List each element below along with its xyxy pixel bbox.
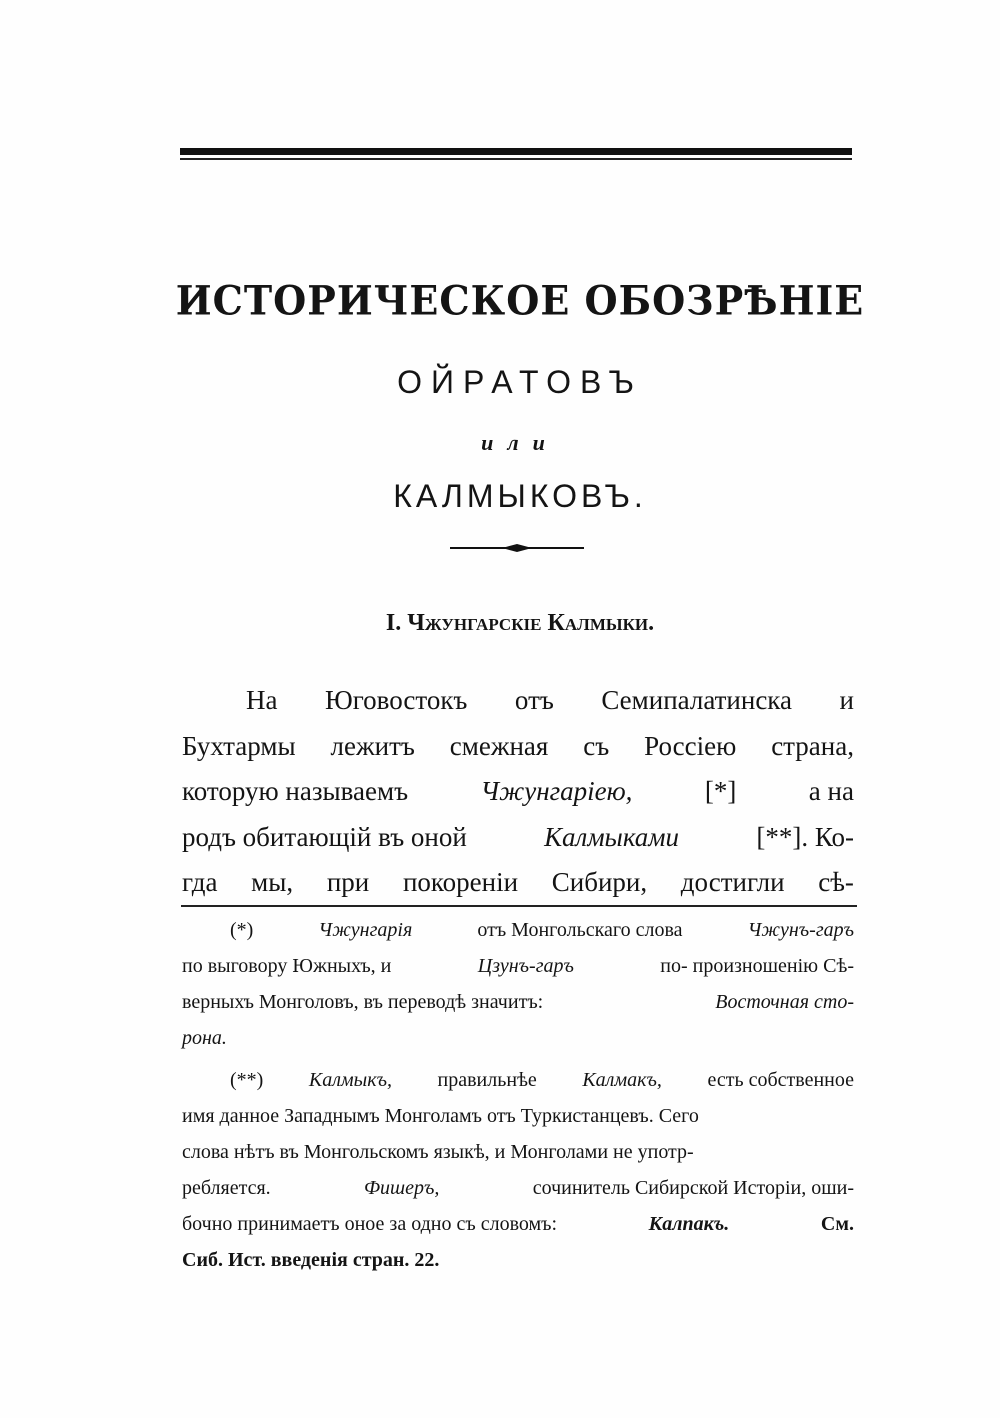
text-run: родъ обитающій въ оной <box>182 821 467 852</box>
text-run: отъ Монгольскаго слова <box>477 919 683 941</box>
word: и <box>839 685 854 715</box>
text-run: верныхъ Монголовъ, въ переводѣ значитъ: <box>182 991 544 1013</box>
footnote-term: Калмыкъ, <box>308 1069 392 1091</box>
footnote-1-line <box>182 912 854 948</box>
footnote-1-line <box>182 984 854 1020</box>
text-run: ребляется. <box>182 1177 271 1199</box>
word: гда <box>182 867 218 897</box>
text-run: правильнѣе <box>437 1069 537 1091</box>
footnote-1-line <box>182 948 854 984</box>
footnote-2-line <box>182 1242 854 1278</box>
footnote-term: Чжунгарія <box>318 919 413 941</box>
word: Сибири, <box>551 867 648 897</box>
word: Россіею <box>644 730 737 761</box>
footnote-term: Фишеръ, <box>363 1177 440 1199</box>
footnote-rule <box>181 905 857 907</box>
text-run: а на <box>808 776 854 806</box>
body-line <box>182 815 854 861</box>
body-line <box>182 860 854 906</box>
footnote-term: Чжунъ-гаръ <box>747 919 854 941</box>
footnote-marker: (**) <box>230 1069 264 1091</box>
footnote-term: Калмакъ, <box>582 1069 662 1091</box>
word: Юговостокъ <box>325 685 468 715</box>
footnote-ref-1: [*] <box>704 776 737 806</box>
word: лежитъ <box>330 730 415 761</box>
word: На <box>246 685 278 715</box>
footnote-term: Цзунъ-гаръ <box>477 955 574 977</box>
text-run: по- произношенію Сѣ- <box>660 955 854 977</box>
footnote-1-line <box>182 1020 854 1056</box>
footnote-ref-2: [**]. Ко- <box>756 821 854 852</box>
term-kalmyks: Калмыками <box>544 821 680 852</box>
footnote-marker: (*) <box>230 919 254 941</box>
word: Бухтармы <box>182 730 296 761</box>
subtitle-kalmyks: КАЛМЫКОВЪ. <box>393 478 647 514</box>
text-run: Сиб. Ист. введенія стран. 22. <box>182 1249 440 1271</box>
text-run: сочинитель Сибирской Исторіи, оши- <box>532 1177 854 1199</box>
footnote-2-line <box>182 1134 854 1170</box>
word: Семипалатинска <box>601 685 793 715</box>
footnote-term: Калпакъ. <box>648 1213 730 1235</box>
footnote-2-line <box>182 1170 854 1206</box>
word: съ <box>583 730 610 761</box>
text-run: имя данное Западнымъ Монголамъ отъ Туркистанцевъ. Сего <box>182 1105 699 1127</box>
conjunction-or: или <box>481 430 559 455</box>
text-run: слова нѣтъ въ Монгольскомъ языкѣ, и Монголами не употр- <box>182 1141 694 1163</box>
text-run: которую называемъ <box>182 776 409 806</box>
word: покореніи <box>402 867 519 897</box>
header-rule-thin <box>180 158 852 160</box>
section-heading: I. Чжунгарскіе Калмыки. <box>385 610 655 636</box>
header-rule-thick <box>180 148 852 155</box>
text-run: бочно принимаетъ оное за одно съ словомъ: <box>182 1213 558 1235</box>
subtitle-oirats: ОЙРАТОВЪ <box>397 364 643 400</box>
word: сѣ- <box>818 867 854 897</box>
text-run: по выговору Южныхъ, и <box>182 955 392 977</box>
term-chzhungaria: Чжунгаріею, <box>480 776 633 806</box>
word: отъ <box>514 685 554 715</box>
word: смежная <box>449 730 549 761</box>
body-line <box>182 724 854 770</box>
footnote-2-line <box>182 1098 854 1134</box>
footnotes <box>182 912 854 1278</box>
word: достигли <box>680 867 785 897</box>
word: страна, <box>771 730 854 761</box>
footnote-2-line <box>182 1206 854 1242</box>
word: при <box>326 867 370 897</box>
main-title: ИСТОРИЧЕСКОЕ ОБОЗРѢНІЕ <box>175 276 865 325</box>
text-run: См. <box>820 1213 854 1235</box>
footnote-term: рона. <box>182 1027 227 1049</box>
word: мы, <box>251 867 294 897</box>
footnote-2-line <box>182 1062 854 1098</box>
ornament-divider <box>450 543 584 553</box>
body-text <box>182 678 854 906</box>
body-line <box>182 678 854 724</box>
footnote-term: Восточная сто- <box>715 991 854 1013</box>
body-line <box>182 769 854 815</box>
text-run: есть собственное <box>707 1069 854 1091</box>
